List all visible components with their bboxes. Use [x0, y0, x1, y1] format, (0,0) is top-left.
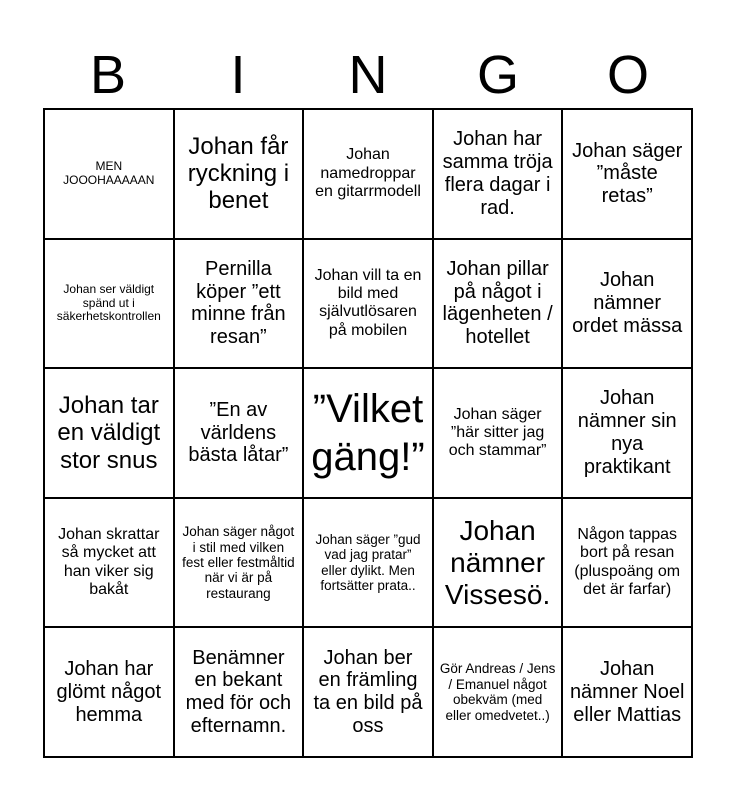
bingo-cell[interactable]: Johan pillar på något i lägenheten / hotellet — [434, 240, 564, 370]
bingo-cell[interactable]: Johan skrattar så mycket att han viker sig bakåt — [45, 499, 175, 629]
header-letter-o: O — [606, 45, 649, 105]
bingo-cell[interactable]: Johan vill ta en bild med självutlösaren på mobilen — [304, 240, 434, 370]
bingo-cell[interactable]: Johan säger något i stil med vilken fest eller festmåltid när vi är på restaurang — [175, 499, 305, 629]
bingo-cell[interactable]: Johan nämner Vissesö. — [434, 499, 564, 629]
header-letter-i: I — [230, 45, 246, 105]
bingo-cell[interactable]: Johan nämner sin nya praktikant — [563, 369, 693, 499]
bingo-cell[interactable]: Johan säger ”här sitter jag och stammar” — [434, 369, 564, 499]
bingo-grid — [43, 108, 693, 758]
header-letter-n: N — [348, 45, 388, 105]
bingo-cell[interactable]: Johan nämner Noel eller Mattias — [563, 628, 693, 758]
header-letter-g: G — [476, 45, 519, 105]
bingo-cell[interactable]: Johan har glömt något hemma — [45, 628, 175, 758]
bingo-cell[interactable]: Johan ser väldigt spänd ut i säkerhetskontrollen — [45, 240, 175, 370]
header-letter-b: B — [89, 45, 127, 105]
bingo-cell[interactable]: ”En av världens bästa låtar” — [175, 369, 305, 499]
bingo-cell[interactable]: Johan tar en väldigt stor snus — [45, 369, 175, 499]
bingo-cell[interactable]: Johan säger ”måste retas” — [563, 110, 693, 240]
bingo-cell[interactable]: Gör Andreas / Jens / Emanuel något obekväm (med eller omedvetet..) — [434, 628, 564, 758]
bingo-cell[interactable]: Någon tappas bort på resan (pluspoäng om det är farfar) — [563, 499, 693, 629]
bingo-cell[interactable]: Pernilla köper ”ett minne från resan” — [175, 240, 305, 370]
bingo-cell[interactable]: Johan namedroppar en gitarrmodell — [304, 110, 434, 240]
bingo-cell-center[interactable]: ”Vilket gäng!” — [304, 369, 434, 499]
bingo-cell[interactable]: Johan säger ”gud vad jag pratar” eller dylikt. Men fortsätter prata.. — [304, 499, 434, 629]
bingo-cell[interactable]: MEN JOOOHAAAAAN — [45, 110, 175, 240]
bingo-cell[interactable]: Johan har samma tröja flera dagar i rad. — [434, 110, 564, 240]
bingo-cell[interactable]: Johan nämner ordet mässa — [563, 240, 693, 370]
bingo-cell[interactable]: Johan ber en främling ta en bild på oss — [304, 628, 434, 758]
bingo-cell[interactable]: Johan får ryckning i benet — [175, 110, 305, 240]
bingo-header — [43, 40, 693, 110]
bingo-cell[interactable]: Benämner en bekant med för och efternamn. — [175, 628, 305, 758]
